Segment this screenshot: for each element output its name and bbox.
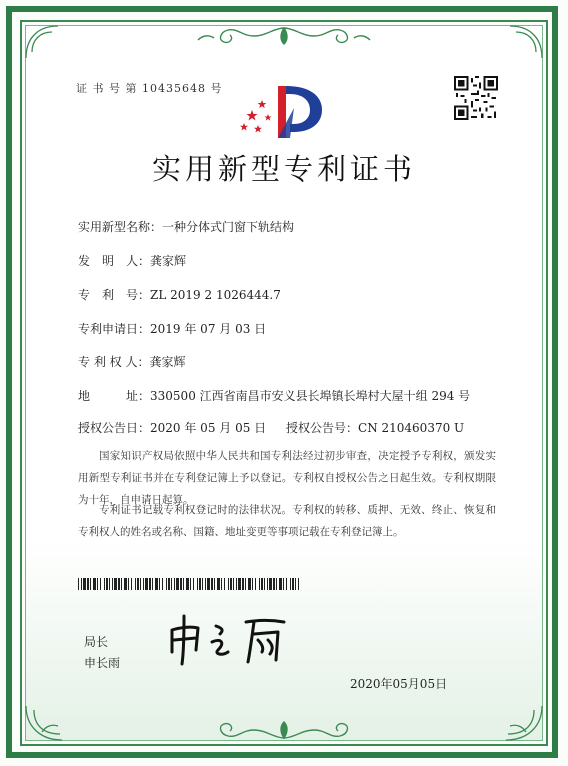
barcode-bar xyxy=(193,578,194,590)
barcode-bar xyxy=(276,578,277,590)
barcode-bar xyxy=(190,578,191,590)
barcode-bar xyxy=(143,578,144,590)
barcode-bar xyxy=(118,578,120,590)
field-address xyxy=(78,387,470,404)
barcode-bar xyxy=(90,578,91,590)
barcode-bar xyxy=(255,578,256,590)
barcode-bar xyxy=(109,578,110,590)
field-value: 龚家辉 xyxy=(149,355,186,369)
barcode-bar xyxy=(290,578,291,590)
barcode-bar xyxy=(97,578,98,590)
qr-code-icon xyxy=(454,76,498,120)
barcode-bar xyxy=(140,578,141,590)
barcode-bar xyxy=(230,578,232,590)
barcode-bar xyxy=(137,578,139,590)
field-value: ZL 2019 2 1026444.7 xyxy=(150,288,281,302)
field-label: 实用新型名称： xyxy=(78,220,163,234)
barcode-bar xyxy=(245,578,246,590)
barcode-bar xyxy=(264,578,265,590)
barcode-bar xyxy=(207,578,210,590)
barcode-bar xyxy=(217,578,220,590)
field-value: CN 210460370 U xyxy=(358,421,465,435)
barcode-bar xyxy=(124,578,127,590)
barcode-bar xyxy=(176,578,179,590)
barcode-bar xyxy=(87,578,89,590)
barcode-bar xyxy=(180,578,182,590)
barcode-bar xyxy=(152,578,153,590)
field-label: 地 址： xyxy=(78,389,151,403)
barcode-bar xyxy=(211,578,213,590)
signatory-name: 申长雨 xyxy=(84,656,121,670)
field-label: 专利申请日： xyxy=(78,322,151,336)
barcode-bar xyxy=(128,578,129,590)
barcode-bar xyxy=(183,578,184,590)
barcode-bar xyxy=(252,578,253,590)
barcode-bar xyxy=(214,578,215,590)
grant-statement-paragraph: 国家知识产权局依照中华人民共和国专利法经过初步审查，决定授予专利权，颁发实用新型专利证书并在专利登记簿上予以登记。专利权自授权公告之日起生效。专利权期限为十年，自申请日起算。 xyxy=(78,450,496,506)
barcode-bar xyxy=(104,578,105,590)
barcode-bar xyxy=(261,578,263,590)
barcode-bar xyxy=(78,578,79,590)
barcode-bar xyxy=(238,578,241,590)
certificate-title: 实用新型专利证书 xyxy=(151,152,416,186)
barcode-bar xyxy=(171,578,172,590)
barcode-bar xyxy=(202,578,203,590)
barcode-bar xyxy=(233,578,234,590)
barcode-bar xyxy=(149,578,151,590)
field-grant-number xyxy=(286,419,464,436)
bottom-ornament xyxy=(194,716,374,742)
field-value: 2020 年 05 月 05 日 xyxy=(150,421,267,435)
barcode-bar xyxy=(131,578,132,590)
top-ornament xyxy=(194,24,374,48)
barcode-bar xyxy=(114,578,117,590)
barcode-bar xyxy=(159,578,160,590)
field-value: 330500 江西省南昌市安义县长埠镇长埠村大屋十组 294 号 xyxy=(150,389,471,403)
barcode-bar xyxy=(168,578,170,590)
field-label: 发 明 人： xyxy=(78,254,151,268)
barcode-bar xyxy=(248,578,251,590)
barcode-bar xyxy=(273,578,275,590)
field-value: 一种分体式门窗下轨结构 xyxy=(162,220,295,234)
field-label: 专 利 号： xyxy=(78,288,151,302)
field-label: 授权公告号： xyxy=(286,421,359,435)
barcode-bar xyxy=(286,578,287,590)
barcode-bar xyxy=(199,578,201,590)
barcode-bar xyxy=(259,578,260,590)
field-application-date xyxy=(78,320,266,337)
field-patentee xyxy=(78,353,185,370)
field-label: 授权公告日： xyxy=(78,421,151,435)
issue-date: 2020年05月05日 xyxy=(350,677,448,691)
field-value: 龚家辉 xyxy=(150,254,187,268)
field-inventor xyxy=(78,252,186,269)
barcode-bar xyxy=(197,578,198,590)
barcode-bar xyxy=(166,578,167,590)
barcode-bar xyxy=(205,578,206,590)
field-utility-model-name xyxy=(78,218,294,235)
barcode-bar xyxy=(83,578,86,590)
barcode-bar xyxy=(279,578,282,590)
barcode-bar xyxy=(186,578,189,590)
legal-status-paragraph: 专利证书记载专利权登记时的法律状况。专利权的转移、质押、无效、终止、恢复和专利权人的姓名或名称、国籍、地址变更等事项记载在专利登记簿上。 xyxy=(78,504,496,538)
corner-ornament-top-left xyxy=(22,22,62,62)
barcode-bar xyxy=(295,578,296,590)
corner-ornament-bottom-right xyxy=(486,702,546,744)
barcode-bar xyxy=(100,578,101,590)
field-grant-date xyxy=(78,419,266,436)
barcode-bar xyxy=(112,578,113,590)
barcode-bar xyxy=(283,578,284,590)
barcode-bar xyxy=(174,578,175,590)
barcode-bar xyxy=(121,578,122,590)
barcode-bar xyxy=(93,578,96,590)
barcode-bar xyxy=(224,578,225,590)
certificate-number: 证 书 号 第 10435648 号 xyxy=(76,82,223,95)
barcode-bar xyxy=(228,578,229,590)
field-patent-number xyxy=(78,286,281,303)
corner-ornament-top-right xyxy=(506,22,546,62)
barcode-bar xyxy=(162,578,163,590)
barcode-bar xyxy=(106,578,108,590)
barcode-bar xyxy=(236,578,237,590)
barcode-bar xyxy=(269,578,272,590)
barcode-bar xyxy=(221,578,222,590)
barcode-bar xyxy=(242,578,244,590)
barcode-bar xyxy=(135,578,136,590)
patent-office-emblem xyxy=(238,80,328,144)
handwritten-signature xyxy=(166,612,296,668)
barcode-bar xyxy=(145,578,148,590)
barcode xyxy=(78,578,300,590)
corner-ornament-bottom-left xyxy=(22,702,82,744)
barcode-bar xyxy=(81,578,82,590)
barcode-bar xyxy=(298,578,299,590)
barcode-bar xyxy=(292,578,294,590)
field-value: 2019 年 07 月 03 日 xyxy=(150,322,267,336)
barcode-bar xyxy=(267,578,268,590)
barcode-bar xyxy=(155,578,158,590)
signatory-title: 局长 xyxy=(84,635,109,649)
field-label: 专 利 权 人： xyxy=(78,355,150,369)
